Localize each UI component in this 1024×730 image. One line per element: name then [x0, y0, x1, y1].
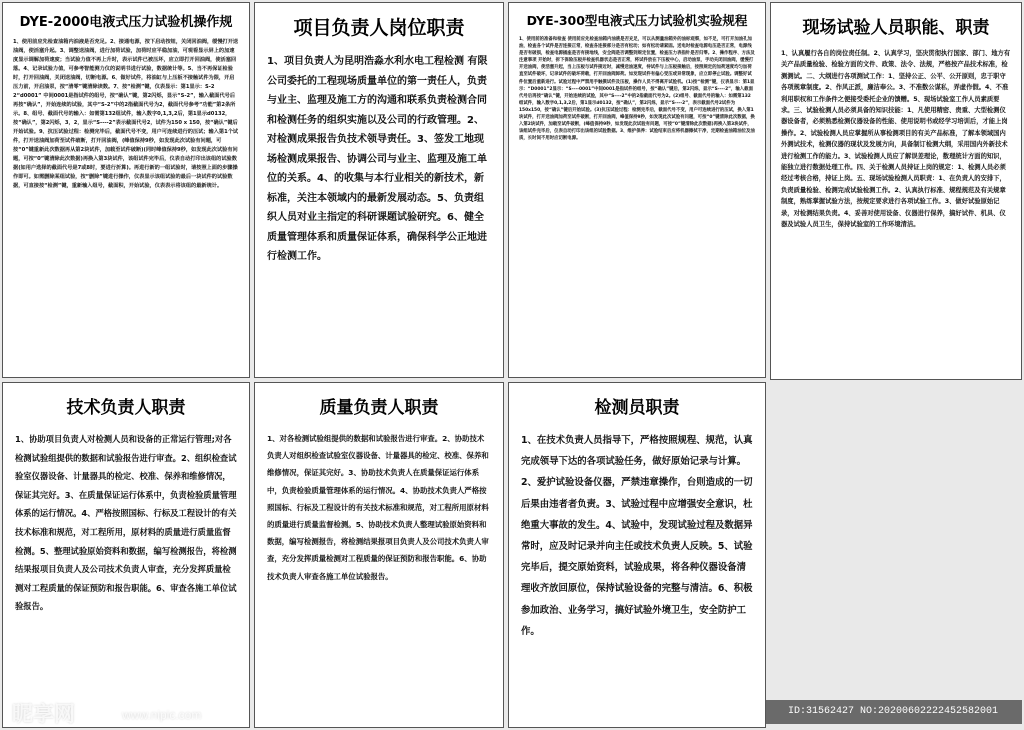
panel-body: 1、对各检测试验组提供的数据和试验报告进行审查。2、协助技术负责人对组织检查试验室仪器设备、计量器具的检定、校准、保养和维修情况，保证其完好。3、协助技术负责人在质量保证运行体系中，负责检验质量管理体系的运行情况。4、协助技术负责人严格按照国标、行标及工程设计的有关技术标准和规范，对工程所用原材料的质量进行质量监督检测。5、协助技术负责人整理试验原始资料和数据，编写检测报告，将检测结果报项目负责人及公司技术负责人审查，充分发挥质量检测对工程质量的保证预防和报告职能。6、协助技术负责人审查各施工单位试验报告。	[267, 434, 489, 581]
panel-body: 1、认真履行各自的岗位责任制。2、认真学习，坚决贯彻执行国家、部门、地方有关产品质量检验、检验方面的文件、政策、法令、法规，严格按产品技术标准，检测测试。二、大纲进行各项测试工作：1、坚持公正、公平、公开原则，忠于职守各项规章制度。2、作风正派，廉洁奉公。3、不准数公谋私，弄虚作假。4、不准利用职权和工作条件之便接受委托企业的馈赠。5、现场试验室工作人员素质要求。三、试验检测人员必须具备的知识技能：1、凡使用精密、贵重、大型检测仪器设备者，必须熟悉检测仪器设备的性能、使用说明书或经学习培训后，才能上岗操作。2、试验检测人员应掌握所从事检测项目的有关产品标准，了解本领域国内外测试技术，检测仪器的现状及发展方向，具备制订检测大纲，采用国内外新技术进行检测工作的能力。3、试验检测人员应了解误差理论，数理统计方面的知识，能独立进行数据处理工作。四、关于检测人员持证上岗的规定：1、检测人员必须经过考核合格，持证上岗。五、现场试验检测人员职责：1、在负责人的安排下，负责质量检验、检测完成试验检测工作。2、认真执行标准、规程规范及有关规章制度，熟练掌握试验方法，按规定要求进行各项试验工作。3、做好试验原始记录，对检测结果负责。4、妥善对使用设备、仪器进行保养，搞好试件、机具、仪器及试验人员卫生，保持试验室的工作环境清洁。	[781, 50, 1011, 229]
panel-title: 质量负责人职责	[319, 398, 439, 418]
image-id-strip: ID:31562427 NO:20200602222452582001	[766, 700, 1022, 724]
panel-technical-leader	[2, 382, 250, 728]
watermark-logo: 昵享网	[12, 703, 75, 726]
panel-title: 技术负责人职责	[66, 398, 186, 418]
panel-title: DYE-300型电液式压力试验机实验规程	[526, 13, 748, 28]
panel-project-leader	[254, 2, 504, 378]
panel-body: 1、协助项目负责人对检测人员和设备的正常运行管理;对各检测试验组提供的数据和试验报告进行审查。2、组织检查试验室仪器设备、计量器具的检定、校准、保养和维修情况，保证其完好。3、在质量保证运行体系中，负责检验质量管理体系的运行情况。4、严格按照国标、行标及工程设计的有关技术标准和规范，对工程所用，原材料的质量进行质量监督检测。5、整理试验原始资料和数据，编写检测报告，将检测结果报项目负责人及公司技术负责人审查，充分发挥质量检测对工程质量的保证预防和报告职能。6、审查各施工单位试验报告。	[15, 434, 237, 612]
panel-dye2000-operation	[2, 2, 250, 378]
panel-body: 1、使用前应先检查油箱内油液是否充足。2、接通电源，按下启动按钮，关闭回油阀，缓慢打开送油阀，使活塞升起。3、调整送油阀，进行加荷试验，加荷时应平稳加油，可观看显示屏上的加速度显示调解加荷速度；当试验力值不再上升时，表示试件已被压坏，应立即打开回油阀，使活塞回落。4、记录试验力值，可参考智能测力仪的说明书进行试验，数据统计等。5、当不再保证检验时，打开回油阀，关闭送油阀，切断电源。6、做好试件，将油缸与上压板不接触试件为限，开启压力前，开启油泵，按“清零”键清除读数。7、按“检测”键，仪表显示：第1显示：S-2 2“d0001” 中间0001是指试件的组号，按“确认”键，第2闪烁，显示“S-2”，输入截面代号后再按“确认”，开始连续的试验，其中“S-2”中的2指截面代号为2，截面代号参考“功能”第2条所示。8、组号、截面代号的输入：如需第132组试件，输入数字0,1,3,2后，第1显示d0132，按“确认”，第2闪烁，3，2，显示“S----2”表示截面代号2，试件为150 x 150，按“确认”键后开始试验。9、抗压试验过程：检测完毕后，截面代号不变，用户可连续进行的压试；输入第1个试件，打开送油阀加荷至试件破断，打开回油阀，(峰值保持9秒，如发现此次试验有问题，可按“0”键重新此次数据再从第2块试件，加载至试件破断)(同时峰值保持9秒，如发现此次试验有问题，可按“0”键清除此次数据)再换入第3块试件，该组试件完毕后，仪表自动打印出该组的试验数据(如用户选择的截面代号是7或8时，要进行折算)。再进行新的一组试验时，请按照上面的步骤操作即可。如需删除某组试验，按“删除”键进行操作，仪表显示该组试验的最后一块试件的试验数据，可直接按“检测”键，重新输入组号，截面积，开始试验，仪表表示将该组的最新统计。	[13, 39, 239, 189]
panel-title: 项目负责人岗位职责	[293, 17, 465, 39]
panel-dye300-procedure	[508, 2, 766, 378]
panel-body: 1、使用前的准备和检查 使用前应先检查油箱内油液是否充足，可以从测量油箱外的油标观察，如不足，可打开加油孔加油，检查各个试件是否连接正常，检查各连接部分是否有松动；如有松动请紧固。送电时检查电源电压是否正常，电源线是否有破损，检查电源插座是否有接地线，安全阀是否调整到规定位置，检查压力表指针是否归零。2、操作程序、方法及注意事项 开始时，拆下保险压板并检查机器状态是否正常，将试件放在下压板中心，启动油泵，手动关闭回油阀，缓慢打开送油阀，使活塞升起，当上压板与试件接近时，减慢送油速度，待试件与上压板接触后，按照规定的加荷速度均匀加荷直至试件破坏，记录试件的破坏荷载，打开回油阀卸荷。如发现试件有偏心受压或异常现象，应立即停止试验。调整好试件位置后重新进行。试验过程中严禁用手触摸试件及压板，操作人员不得离开试验机。(1)按“检测”键，仪表显示：第1显示：“D0001”2显示：“S----0001”中间0001是指试件的组号，按“确认”键后，第2闪烁，显示“S----2”，输入截面代号后再按“确认”键，开始连续的试验，其中“S----2”中的2指截面代号为2。(2)组号、截面代号的输入：如需第132组试件，输入数字0,1,3,2后，第1显示d0132，按“确认”，第2闪烁，显示“S----2”，表示截面代号2试件为150x150，按“确认”键后开始试验。(3)抗压试验过程：检测完毕后，截面代号不变，用户可连续进行的压试，换入第1块试件，打开送油阀加荷至试件破断，打开回油阀，峰值保持9秒，如发现此次试验有问题，可按“0”键清除此次数据，换入第2块试件，加载至试件破断，(峰值保持9秒，如发现此次试验有问题，可按“0”键清除此次数据)再换入第3块试件，该组试件完毕后，仪表自动打印出该组的试验数据。3、维护保养：试验结束后应将机器擦拭干净，定期检查油箱油位及油质，长时间不用时应切断电源。	[519, 37, 755, 142]
panel-field-tester	[770, 2, 1022, 380]
panel-title: 检测员职责	[594, 398, 680, 418]
panel-inspector	[508, 382, 766, 728]
watermark-url: www.nipic.com	[122, 708, 202, 722]
panel-quality-leader	[254, 382, 504, 728]
panel-title: DYE-2000电液式压力试验机操作规	[19, 15, 233, 30]
panel-body: 1、在技术负责人员指导下，严格按照规程、规范，认真完成领导下达的各项试验任务，做好原始记录与计算。2、爱护试验设备仪器，严禁违章操作，台则造成的一切后果由违者者负责。3、试验过程中应增强安全意识，杜绝重大事故的发生。4、试验中，发现试验过程及数据异常时，应及时记录并向主任或技术负责人反映。5、试验完毕后，提交原始资料，试验成果，将各种仪器设备清理收齐放回原位，保持试验设备的完整与清洁。6、积极参加政治、业务学习，搞好试验外境卫生，安全防护工作。	[521, 435, 753, 637]
panel-body: 1、项目负责人为昆明浩淼水利水电工程检测 有限公司委托的工程现场质量单位的第一责任人，负责与业主、监理及施工方的沟通和联系负责检测合同和检测任务的组织实施以及公司的行政管理。2、对检测成果报告负技术领导责任。3、签发工地现场检测成果报告、协调公司与业主、监理及施工单位的关系。4、的收集与本行业相关的新技术，新标准，关注本领域内的最新发展动态。5、负责组织人员对业主指定的科研课题试验研究。6、健全质量管理体系和质量保证体系，确保科学公正地进行检测工作。	[267, 56, 488, 262]
panel-title: 现场试验人员职能、职责	[802, 18, 990, 38]
